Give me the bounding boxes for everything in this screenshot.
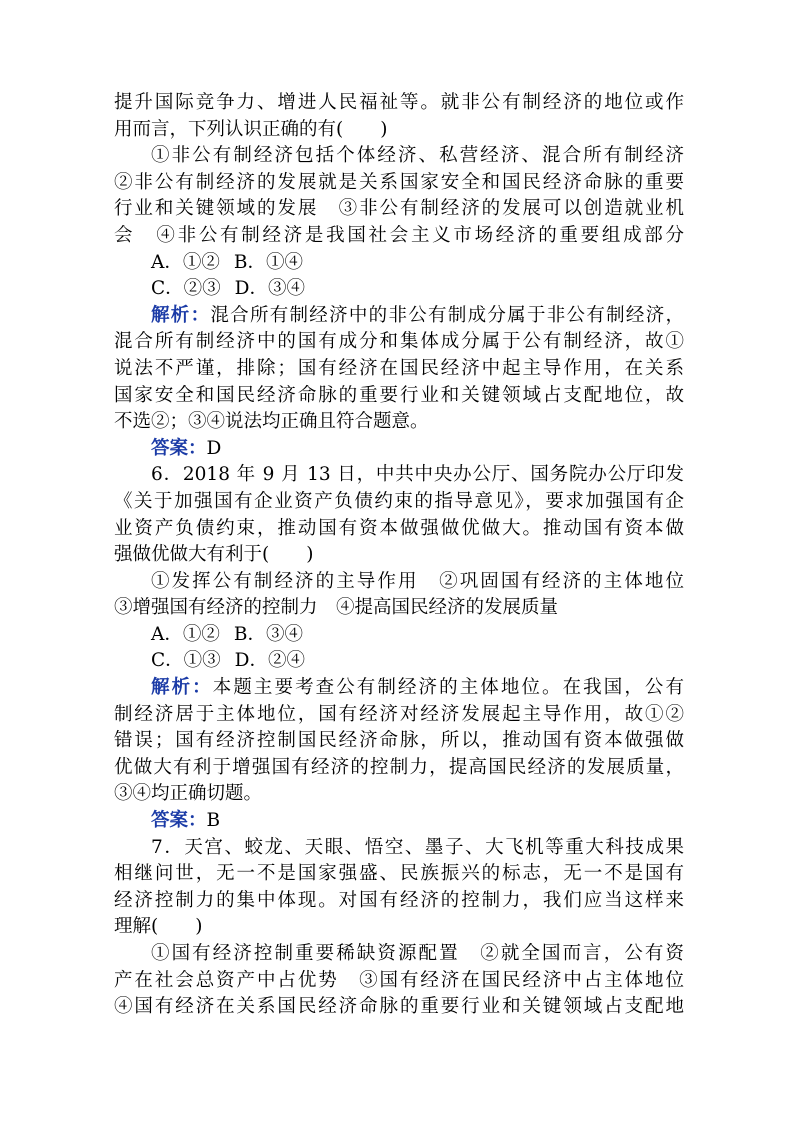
analysis-label: 解析： <box>151 304 211 326</box>
question-6-analysis-line-5: ③④均正确切题。 <box>114 783 263 805</box>
option-c: C．①③ <box>151 650 221 672</box>
question-7-stem-line-4: 理解( ) <box>114 916 203 938</box>
option-c: C．②③ <box>151 278 221 300</box>
option-d: D．②④ <box>234 650 305 672</box>
question-5-statement-3: 行业和关键领域的发展 ③非公有制经济的发展可以创造就业机 <box>114 198 684 220</box>
question-6-options-cd <box>114 648 684 675</box>
option-b: B．①④ <box>233 251 303 273</box>
option-a: A．①② <box>151 251 220 273</box>
question-6-statements-line-1: ①发挥公有制经济的主导作用 ②巩固国有经济的主体地位 <box>151 570 684 592</box>
question-7-stem-line-2: 相继问世，无一不是国家强盛、民族振兴的标志，无一不是国有 <box>114 863 684 885</box>
answer-value: B <box>206 810 221 832</box>
question-5-analysis-line-4: 国家安全和国民经济命脉的重要行业和关键领域占支配地位，故 <box>114 384 684 406</box>
question-5-answer <box>114 436 684 463</box>
question-5-options-cd <box>114 276 684 303</box>
question-7-statements-line-2: 产在社会总资产中占优势 ③国有经济在国民经济中占主体地位 <box>114 969 684 991</box>
question-6-statements-line-2: ③增强国有经济的控制力 ④提高国民经济的发展质量 <box>114 597 559 619</box>
question-7-statements-line-3: ④国有经济在关系国民经济命脉的重要行业和关键领域占支配地 <box>114 996 684 1018</box>
question-6-options-ab <box>114 622 684 649</box>
question-5-statement-4: 会 ④非公有制经济是我国社会主义市场经济的重要组成部分 <box>114 224 684 246</box>
answer-label: 答案： <box>151 810 207 832</box>
question-6-analysis-line-2: 制经济居于主体地位，国有经济对经济发展起主导作用，故①② <box>114 703 684 725</box>
question-5-analysis-line-5: 不选②；③④说法均正确且符合题意。 <box>114 411 429 433</box>
question-7-statements-line-1: ①国有经济控制重要稀缺资源配置 ②就全国而言，公有资 <box>151 943 684 964</box>
question-7-stem-line-3: 经济控制力的集中体现。对国有经济的控制力，我们应当这样来 <box>114 889 684 911</box>
answer-value: D <box>206 437 222 459</box>
question-7-stem-line-1: 7．天宫、蛟龙、天眼、悟空、墨子、大飞机等重大科技成果 <box>151 836 684 858</box>
question-6-stem-line-1: 6．2018 年 9 月 13 日，中共中央办公厅、国务院办公厅印发 <box>151 464 684 486</box>
question-5-statement-1: ①非公有制经济包括个体经济、私营经济、混合所有制经济 <box>151 145 684 167</box>
answer-label: 答案： <box>151 437 207 459</box>
question-6-stem-line-3: 业资产负债约束，推动国有资本做强做优做大。推动国有资本做 <box>114 517 684 539</box>
option-b: B．③④ <box>233 623 303 645</box>
question-5-analysis-line-2: 混合所有制经济中的国有成分和集体成分属于公有制经济，故① <box>114 331 684 353</box>
question-5-options-ab <box>114 250 684 277</box>
question-6-analysis-line-3: 错误；国有经济控制国民经济命脉，所以，推动国有资本做强做 <box>114 730 684 752</box>
question-5-analysis-line-3: 说法不严谨，排除；国有经济在国民经济中起主导作用，在关系 <box>114 357 684 379</box>
option-d: D．③④ <box>234 278 305 300</box>
question-5-analysis-line-1 <box>114 303 684 330</box>
question-5-stem-line-2: 用而言，下列认识正确的有( ) <box>114 118 388 140</box>
question-6-analysis-line-4: 优做大有利于增强国有经济的控制力，提高国民经济的发展质量， <box>114 756 684 778</box>
question-6-stem-line-2: 《关于加强国有企业资产负债约束的指导意见》，要求加强国有企 <box>114 490 684 512</box>
question-6-stem-line-4: 强做优做大有利于( ) <box>114 544 314 566</box>
analysis-label: 解析： <box>151 677 213 699</box>
document-page <box>114 90 684 1021</box>
question-5-statement-2: ②非公有制经济的发展就是关系国家安全和国民经济命脉的重要 <box>114 171 684 193</box>
question-6-answer <box>114 808 684 835</box>
analysis-text: 混合所有制经济中的非公有制成分属于非公有制经济， <box>210 304 684 326</box>
question-6-analysis-line-1 <box>114 675 684 702</box>
option-a: A．①② <box>151 623 220 645</box>
analysis-text: 本题主要考查公有制经济的主体地位。在我国，公有 <box>212 677 684 699</box>
question-5-stem-line-1: 提升国际竞争力、增进人民福祉等。就非公有制经济的地位或作 <box>114 92 684 113</box>
